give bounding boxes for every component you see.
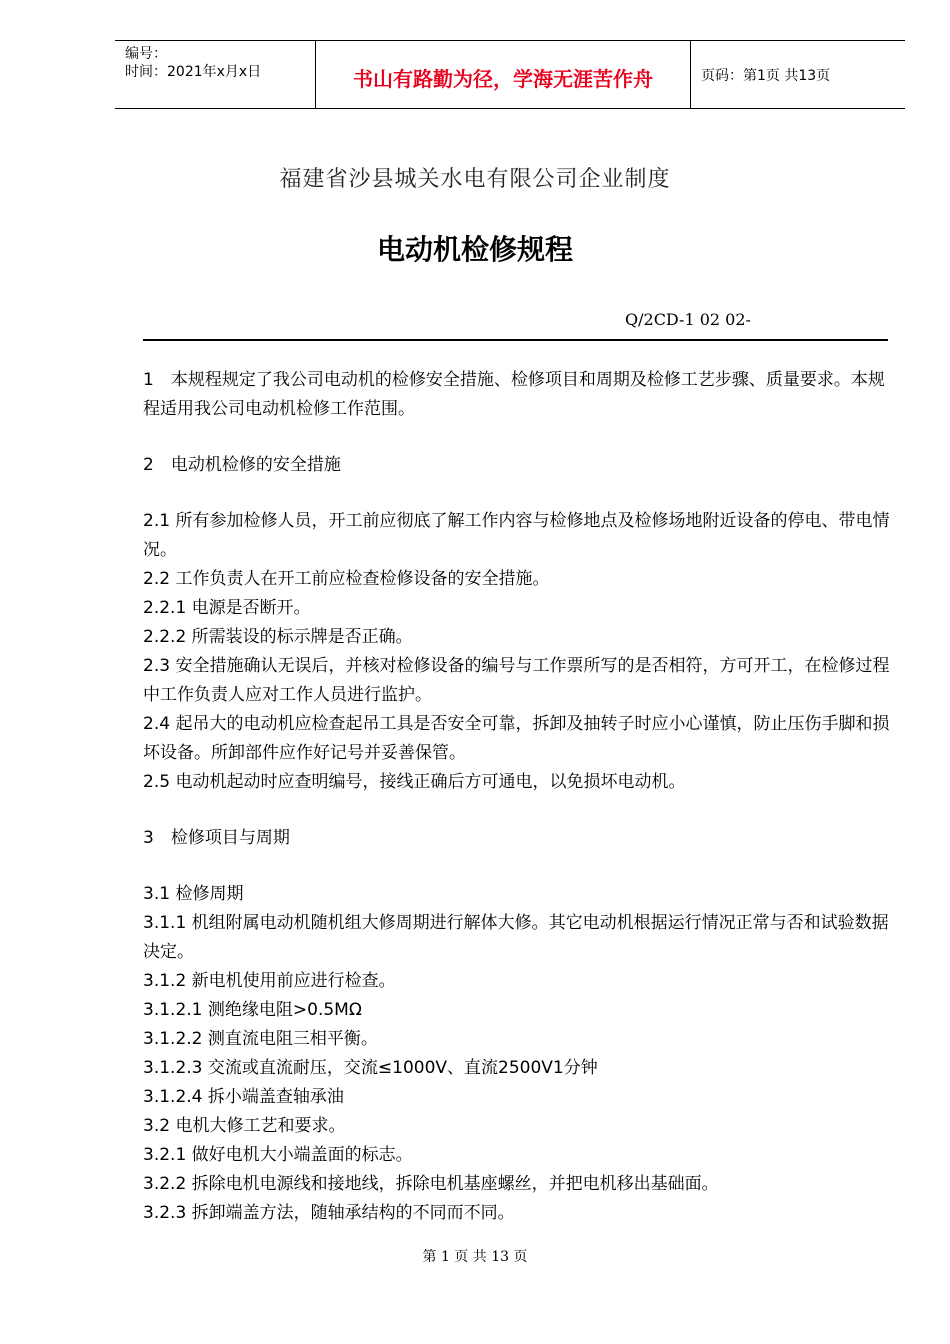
title-divider [143, 339, 888, 341]
paragraph-2-2-1: 2.2.1 电源是否断开。 [143, 598, 311, 618]
document-header [115, 40, 905, 109]
paragraph-3-1-2: 3.1.2 新电机使用前应进行检查。 [143, 971, 396, 991]
document-title: 电动机检修规程 [376, 233, 573, 266]
header-page-cell [691, 41, 905, 108]
header-page-info: 页码：第1页 共13页 [701, 68, 831, 84]
paragraph-2-4: 2.4 起吊大的电动机应检查起吊工具是否安全可靠，拆卸及抽转子时应小心谨慎，防止压伤手脚和损坏设备。所卸部件应作好记号并妥善保管。 [143, 714, 890, 763]
paragraph-2-2-2: 2.2.2 所需装设的标示牌是否正确。 [143, 627, 413, 647]
paragraph-3-2-3: 3.2.3 拆卸端盖方法，随轴承结构的不同而不同。 [143, 1203, 515, 1223]
paragraph-3-1-2-4: 3.1.2.4 拆小端盖查轴承油 [143, 1087, 344, 1107]
paragraph-3-1: 3.1 检修周期 [143, 884, 244, 904]
organization-title: 福建省沙县城关水电有限公司企业制度 [279, 167, 671, 192]
paragraph-2-1: 2.1 所有参加检修人员，开工前应彻底了解工作内容与检修地点及检修场地附近设备的停电、带电情况。 [143, 511, 890, 560]
page-footer: 第 1 页 共 13 页 [422, 1249, 528, 1265]
header-meta-cell [115, 41, 315, 108]
motto-text: 书山有路勤为径，学海无涯苦作舟 [353, 67, 653, 91]
paragraph-3-1-2-1: 3.1.2.1 测绝缘电阻>0.5MΩ [143, 1000, 362, 1020]
header-motto-cell [315, 41, 691, 108]
paragraph-3-1-1: 3.1.1 机组附属电动机随机组大修周期进行解体大修。其它电动机根据运行情况正常与否和试验数据决定。 [143, 913, 889, 962]
paragraph-3-1-2-2: 3.1.2.2 测直流电阻三相平衡。 [143, 1029, 378, 1049]
section-heading-3: 3 检修项目与周期 [143, 828, 290, 848]
paragraph-3-2: 3.2 电机大修工艺和要求。 [143, 1116, 346, 1136]
paragraph-2-2: 2.2 工作负责人在开工前应检查检修设备的安全措施。 [143, 569, 550, 589]
paragraph-2-5: 2.5 电动机起动时应查明编号，接线正确后方可通电，以免损坏电动机。 [143, 772, 686, 792]
document-body [143, 366, 891, 1228]
serial-label: 编号： [125, 46, 167, 62]
paragraph-1: 1 本规程规定了我公司电动机的检修安全措施、检修项目和周期及检修工艺步骤、质量要求。本规程适用我公司电动机检修工作范围。 [143, 370, 885, 419]
document-code: Q/2CD-1 02 02- [625, 310, 751, 329]
time-label: 时间：2021年x月x日 [125, 64, 262, 80]
paragraph-3-2-1: 3.2.1 做好电机大小端盖面的标志。 [143, 1145, 413, 1165]
section-heading-2: 2 电动机检修的安全措施 [143, 455, 341, 475]
paragraph-3-2-2: 3.2.2 拆除电机电源线和接地线，拆除电机基座螺丝，并把电机移出基础面。 [143, 1174, 719, 1194]
paragraph-3-1-2-3: 3.1.2.3 交流或直流耐压，交流≤1000V、直流2500V1分钟 [143, 1058, 598, 1078]
paragraph-2-3: 2.3 安全措施确认无误后，并核对检修设备的编号与工作票所写的是否相符，方可开工，在检修过程中工作负责人应对工作人员进行监护。 [143, 656, 890, 705]
